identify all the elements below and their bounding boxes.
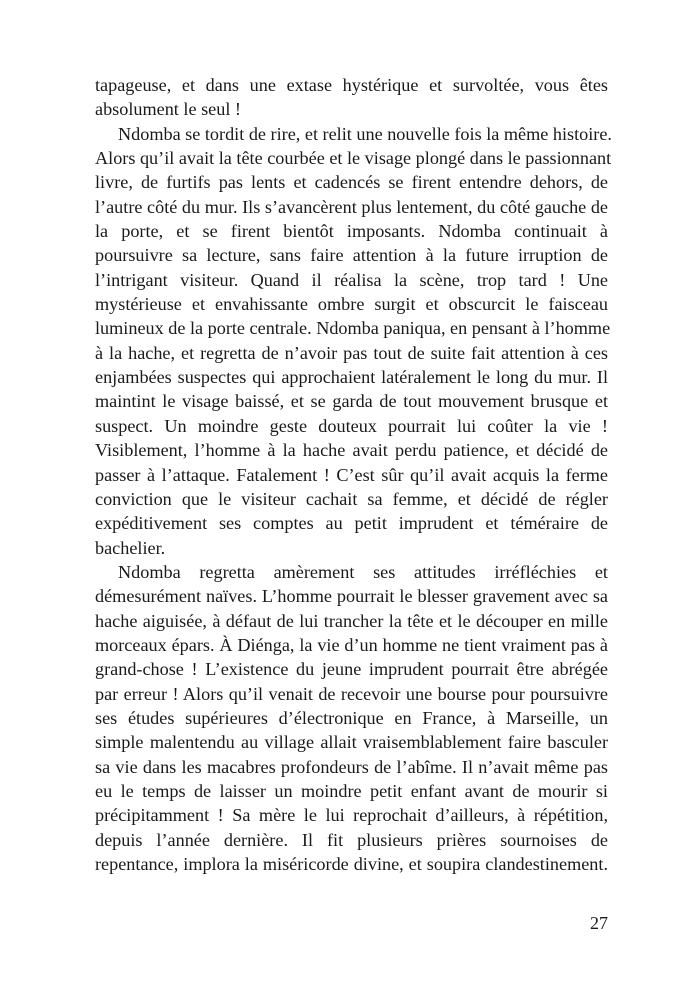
text-line: mystérieuse et envahissante ombre surgit et obscurcit le faisceau (95, 294, 608, 315)
text-line: simple malentendu au village allait vraisemblablement faire basculer (95, 732, 608, 753)
text-line: enjambées suspectes qui approchaient latéralement le long du mur. Il (95, 367, 608, 388)
text-line: passer à l’attaque. Fatalement ! C’est sûr qu’il avait acquis la ferme (95, 464, 608, 485)
text-line: Alors qu’il avait la tête courbée et le visage plongé dans le passionnant (95, 148, 612, 169)
text-line: grand-chose ! L’existence du jeune imprudent pourrait être abrégée (95, 659, 608, 680)
paragraph (95, 73, 608, 122)
text-line: repentance, implora la miséricorde divine, et soupira clandestinement. (95, 854, 608, 874)
text-line: Ndomba regretta amèrement ses attitudes irréfléchies et (118, 561, 608, 582)
text-line: bachelier. (95, 537, 166, 558)
text-line: par erreur ! Alors qu’il venait de recevoir une bourse pour poursuivre (95, 683, 608, 704)
text-line: tapageuse, et dans une extase hystérique et survoltée, vous êtes (95, 75, 608, 95)
text-line: poursuivre sa lecture, sans faire attention à la future irruption de (95, 245, 608, 266)
text-line: l’autre côté du mur. Ils s’avancèrent plus lentement, du côté gauche de (95, 196, 608, 217)
page-body-text (95, 73, 612, 876)
text-line: à la hache, et regretta de n’avoir pas tout de suite fait attention à ces (95, 342, 608, 363)
text-line: hache aiguisée, à défaut de lui trancher la tête et le découper en mille (95, 610, 608, 631)
text-line: démesurément naïves. L’homme pourrait le blesser gravement avec sa (95, 586, 608, 607)
text-line: lumineux de la porte centrale. Ndomba paniqua, en pensant à l’homme (95, 318, 611, 339)
text-line: Ndomba se tordit de rire, et relit une nouvelle fois la même histoire. (118, 123, 612, 144)
text-line: conviction que le visiteur cachait sa femme, et décidé de régler (95, 488, 608, 509)
text-line: eu le temps de laisser un moindre petit enfant avant de mourir si (95, 780, 608, 801)
text-line: précipitamment ! Sa mère le lui reprochait d’ailleurs, à répétition, (95, 805, 608, 826)
text-line: ses études supérieures d’électronique en France, à Marseille, un (95, 707, 608, 728)
text-line: livre, de furtifs pas lents et cadencés se firent entendre dehors, de (95, 172, 608, 193)
page-number: 27 (590, 913, 608, 933)
text-line: sa vie dans les macabres profondeurs de l’abîme. Il n’avait même pas (95, 756, 608, 777)
text-line: depuis l’année dernière. Il fit plusieurs prières sournoises de (95, 829, 608, 850)
text-line: Visiblement, l’homme à la hache avait perdu patience, et décidé de (95, 440, 608, 461)
paragraph (95, 560, 608, 876)
text-line: maintint le visage baissé, et se garda de tout mouvement brusque et (95, 391, 608, 412)
text-line: la porte, et se firent bientôt imposants. Ndomba continuait à (95, 221, 608, 242)
text-line: morceaux épars. À Diénga, la vie d’un homme ne tient vraiment pas à (95, 634, 608, 655)
text-line: absolument le seul ! (95, 99, 241, 120)
text-line: expéditivement ses comptes au petit imprudent et téméraire de (95, 513, 608, 534)
paragraph (95, 122, 612, 560)
text-line: suspect. Un moindre geste douteux pourrait lui coûter la vie ! (95, 415, 608, 436)
text-line: l’intrigant visiteur. Quand il réalisa la scène, trop tard ! Une (95, 269, 608, 290)
